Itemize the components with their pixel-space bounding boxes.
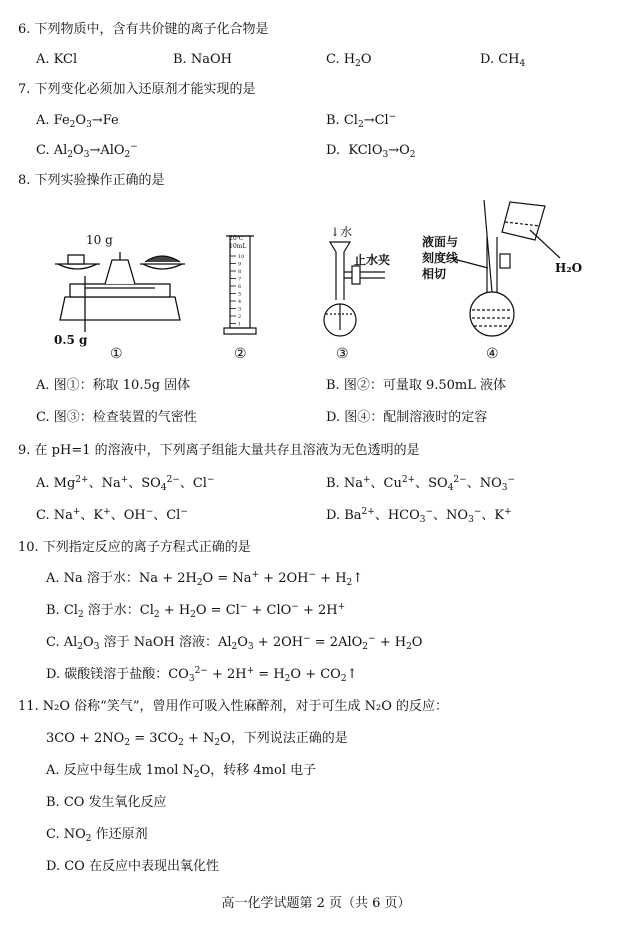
label-clamp: 止水夹 (354, 253, 391, 267)
q7-option-a: A. $Fe_2O_3\to Fe$ (36, 113, 119, 130)
q11-option-c: C. $NO_2$ 作还原剂 (46, 827, 148, 844)
q6-option-c: C. $H_2O$ (326, 52, 372, 69)
q9-option-c: C. Na+、K+、OH−、Cl− (36, 507, 188, 523)
q7-option-c: C. $Al_2O_3\to AlO_2^-$ (36, 142, 138, 160)
q10-option-c: C. $Al_2O_3$ 溶于 NaOH 溶液：$Al_2O_3 + 2OH^- = 2AlO_2^- + H_2O$ (46, 634, 423, 652)
figure-number-3: ③ (336, 346, 349, 362)
q6-option-b: B. NaOH (173, 52, 232, 67)
volumetric-flask-figure (450, 200, 560, 336)
q10-option-d: D. 碳酸镁溶于盐酸：$CO_3^{2-} + 2H^+ = H_2O$ + $CO_2↑$ (46, 666, 358, 684)
note-line-3: 相切 (422, 267, 447, 281)
q6-stem: 6. 下列物质中，含有共价键的离子化合物是 (18, 22, 269, 37)
note-line-2: 刻度线 (422, 251, 459, 265)
q9-option-d: D. $Ba^{2+}$、$HCO_3^-$、$NO_3^-$、K+ (326, 507, 512, 525)
q8-stem: 8. 下列实验操作正确的是 (18, 173, 165, 188)
q9-option-a: A. $Mg^{2+}$、Na+、$SO_4^{2-}$、Cl− (36, 475, 215, 493)
q6-option-c-text: C. H (326, 52, 356, 67)
label-water: ↓水 (330, 225, 353, 239)
cylinder-tick-1: 1 (238, 321, 242, 328)
q7-option-b: B. $Cl_2\to Cl^-$ (326, 112, 397, 130)
label-h2o: H₂O (555, 261, 583, 275)
cylinder-tick-5: 5 (238, 291, 242, 298)
q11-option-b: B. CO 发生氧化反应 (46, 795, 167, 810)
q6-option-a: A. KCl (36, 52, 78, 67)
cylinder-tick-4: 4 (238, 299, 242, 305)
cylinder-tick-6: 6 (238, 284, 242, 290)
cylinder-tick-10: 10 (238, 254, 245, 260)
q8-figure (40, 192, 600, 367)
q9-option-b: B. Na+、$Cu^{2+}$、$SO_4^{2-}$、$NO_3^-$ (326, 475, 516, 493)
cylinder-tick-3: 3 (238, 306, 242, 313)
q8-option-c: C. 图③：检查装置的气密性 (36, 410, 197, 425)
figure-number-2: ② (234, 346, 247, 362)
q11-option-d: D. CO 在反应中表现出氧化性 (46, 859, 219, 874)
q10-stem: 10. 下列指定反应的离子方程式正确的是 (18, 540, 251, 555)
note-line-1: 液面与 (422, 235, 459, 249)
page-footer: 高一化学试题第 2 页（共 6 页） (221, 896, 411, 911)
q10-option-b: B. $Cl_2$ 溶于水：$Cl_2 + H_2O = Cl^- + ClO^- + 2H^+$ (46, 602, 346, 620)
label-small-weight: 0.5 g (54, 333, 88, 347)
q8-option-a: A. 图①：称取 10.5g 固体 (36, 378, 191, 393)
cylinder-unit-label: 10mL (229, 243, 247, 250)
q11-equation: $3CO + 2NO_2 = 3CO_2 + N_2O$，下列说法正确的是 (46, 731, 348, 748)
cylinder-tick-7: 7 (238, 276, 242, 283)
q9-stem: 9. 在 pH=1 的溶液中，下列离子组能大量共存且溶液为无色透明的是 (18, 443, 420, 458)
figure-number-4: ④ (486, 346, 499, 362)
q6-option-d-text: D. CH (480, 52, 520, 67)
cylinder-tick-9: 9 (238, 261, 242, 268)
label-water-text: 水 (340, 225, 353, 239)
q7-option-d: D. $KClO_3\to O_2$ (326, 143, 416, 160)
q6-option-d: D. $CH_4$ (480, 52, 526, 69)
q8-option-b: B. 图②：可量取 9.50mL 液体 (326, 378, 506, 393)
figure-number-1: ① (110, 346, 123, 362)
cylinder-top-label: 20℃ (229, 235, 244, 242)
q7-stem: 7. 下列变化必须加入还原剂才能实现的是 (18, 82, 256, 97)
cylinder-tick-8: 8 (238, 269, 242, 275)
q8-option-d: D. 图④：配制溶液时的定容 (326, 410, 488, 425)
label-weight: 10 g (86, 233, 113, 247)
cylinder-tick-2: 2 (238, 314, 242, 320)
q10-option-a: A. Na 溶于水：$Na + 2H_2O = Na^+ + 2OH^-$ + $H_2↑$ (46, 570, 364, 588)
balance-figure (55, 252, 185, 332)
q11-stem: 11. N₂O 俗称“笑气”，曾用作可吸入性麻醉剂，对于可生成 N₂O 的反应： (18, 699, 448, 714)
q11-option-a: A. 反应中每生成 1mol $N_2O$，转移 4mol 电子 (46, 763, 317, 780)
